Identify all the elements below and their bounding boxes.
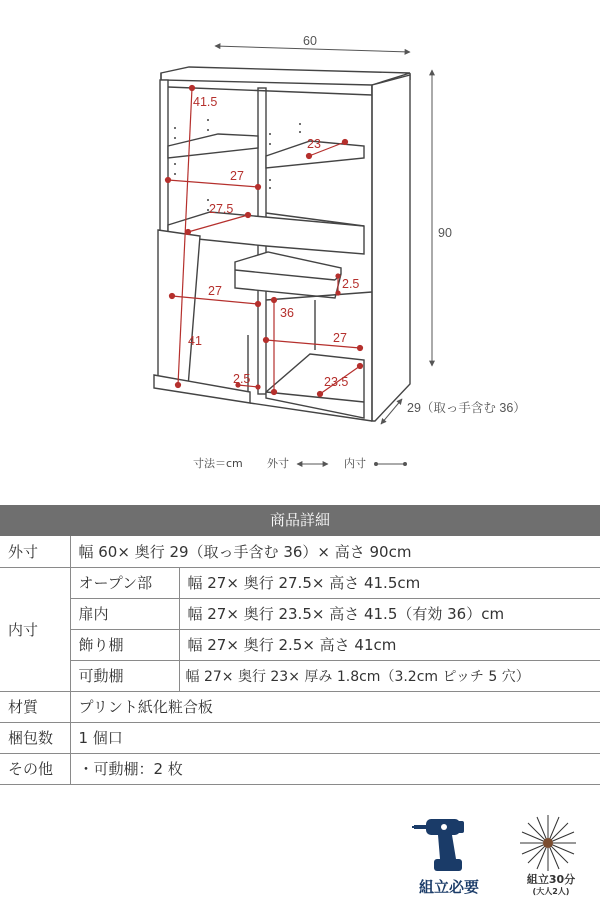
dim-right-depth: 23.5 — [324, 375, 349, 389]
dim-open-width: 27 — [230, 169, 244, 183]
table-row — [0, 598, 600, 629]
assembly-time-label — [511, 874, 591, 898]
table-row — [0, 753, 600, 784]
table-row — [0, 722, 600, 753]
dim-drawer-height: 2.5 — [342, 277, 360, 291]
legend-outer: 外寸 — [267, 457, 289, 470]
legend-unit: 寸法＝cm — [193, 457, 243, 470]
row-value-package: 1 個口 — [70, 722, 600, 753]
dim-outer-depth: 29（取っ手含む 36） — [407, 401, 526, 415]
row-value-shelf: 幅 27× 奥行 23× 厚み 1.8cm（3.2cm ピッチ 5 穴） — [179, 660, 600, 691]
row-label-package: 梱包数 — [0, 722, 70, 753]
assembly-time-text: 組立30分 — [526, 873, 576, 886]
row-value-door: 幅 27× 奥行 23.5× 高さ 41.5（有効 36）cm — [179, 598, 600, 629]
legend-inner-line — [374, 462, 407, 466]
dim-door-width: 27 — [208, 284, 222, 298]
assembly-required-label: 組立必要 — [418, 878, 479, 896]
table-row — [0, 691, 600, 722]
dim-inner-height: 36 — [280, 306, 294, 320]
cabinet-outline — [154, 67, 410, 421]
row-value-material: プリント紙化粧合板 — [70, 691, 600, 722]
row-label-inner: 内寸 — [0, 567, 70, 691]
row-label-outer: 外寸 — [0, 536, 70, 567]
row-sublabel-shelf: 可動棚 — [70, 660, 179, 691]
row-sublabel-open: オープン部 — [70, 567, 179, 598]
table-row — [0, 567, 600, 598]
table-row — [0, 660, 600, 691]
spec-table-title: 商品詳細 — [0, 505, 600, 536]
dim-right-width: 27 — [333, 331, 347, 345]
row-value-open: 幅 27× 奥行 27.5× 高さ 41.5cm — [179, 567, 600, 598]
assembly-time-people: (大人2人) — [532, 887, 570, 896]
row-value-other: ・可動棚：2 枚 — [70, 753, 600, 784]
dim-outer-height: 90 — [438, 226, 452, 240]
spec-table — [0, 536, 600, 785]
row-value-outer: 幅 60× 奥行 29（取っ手含む 36）× 高さ 90cm — [70, 536, 600, 567]
clock-burst-icon — [520, 815, 576, 871]
dim-shelf-depth: 23 — [307, 137, 321, 151]
row-label-material: 材質 — [0, 691, 70, 722]
dim-open-height: 41.5 — [193, 95, 218, 109]
dim-deco-depth: 2.5 — [233, 372, 251, 386]
row-label-other: その他 — [0, 753, 70, 784]
drill-icon — [412, 815, 476, 873]
dim-door-height: 41 — [188, 334, 202, 348]
dim-outer-width: 60 — [303, 34, 317, 48]
legend-inner: 内寸 — [344, 457, 366, 470]
row-value-deco: 幅 27× 奥行 2.5× 高さ 41cm — [179, 629, 600, 660]
row-sublabel-deco: 飾り棚 — [70, 629, 179, 660]
table-row — [0, 536, 600, 567]
dim-open-depth: 27.5 — [209, 202, 234, 216]
table-row — [0, 629, 600, 660]
row-sublabel-door: 扉内 — [70, 598, 179, 629]
